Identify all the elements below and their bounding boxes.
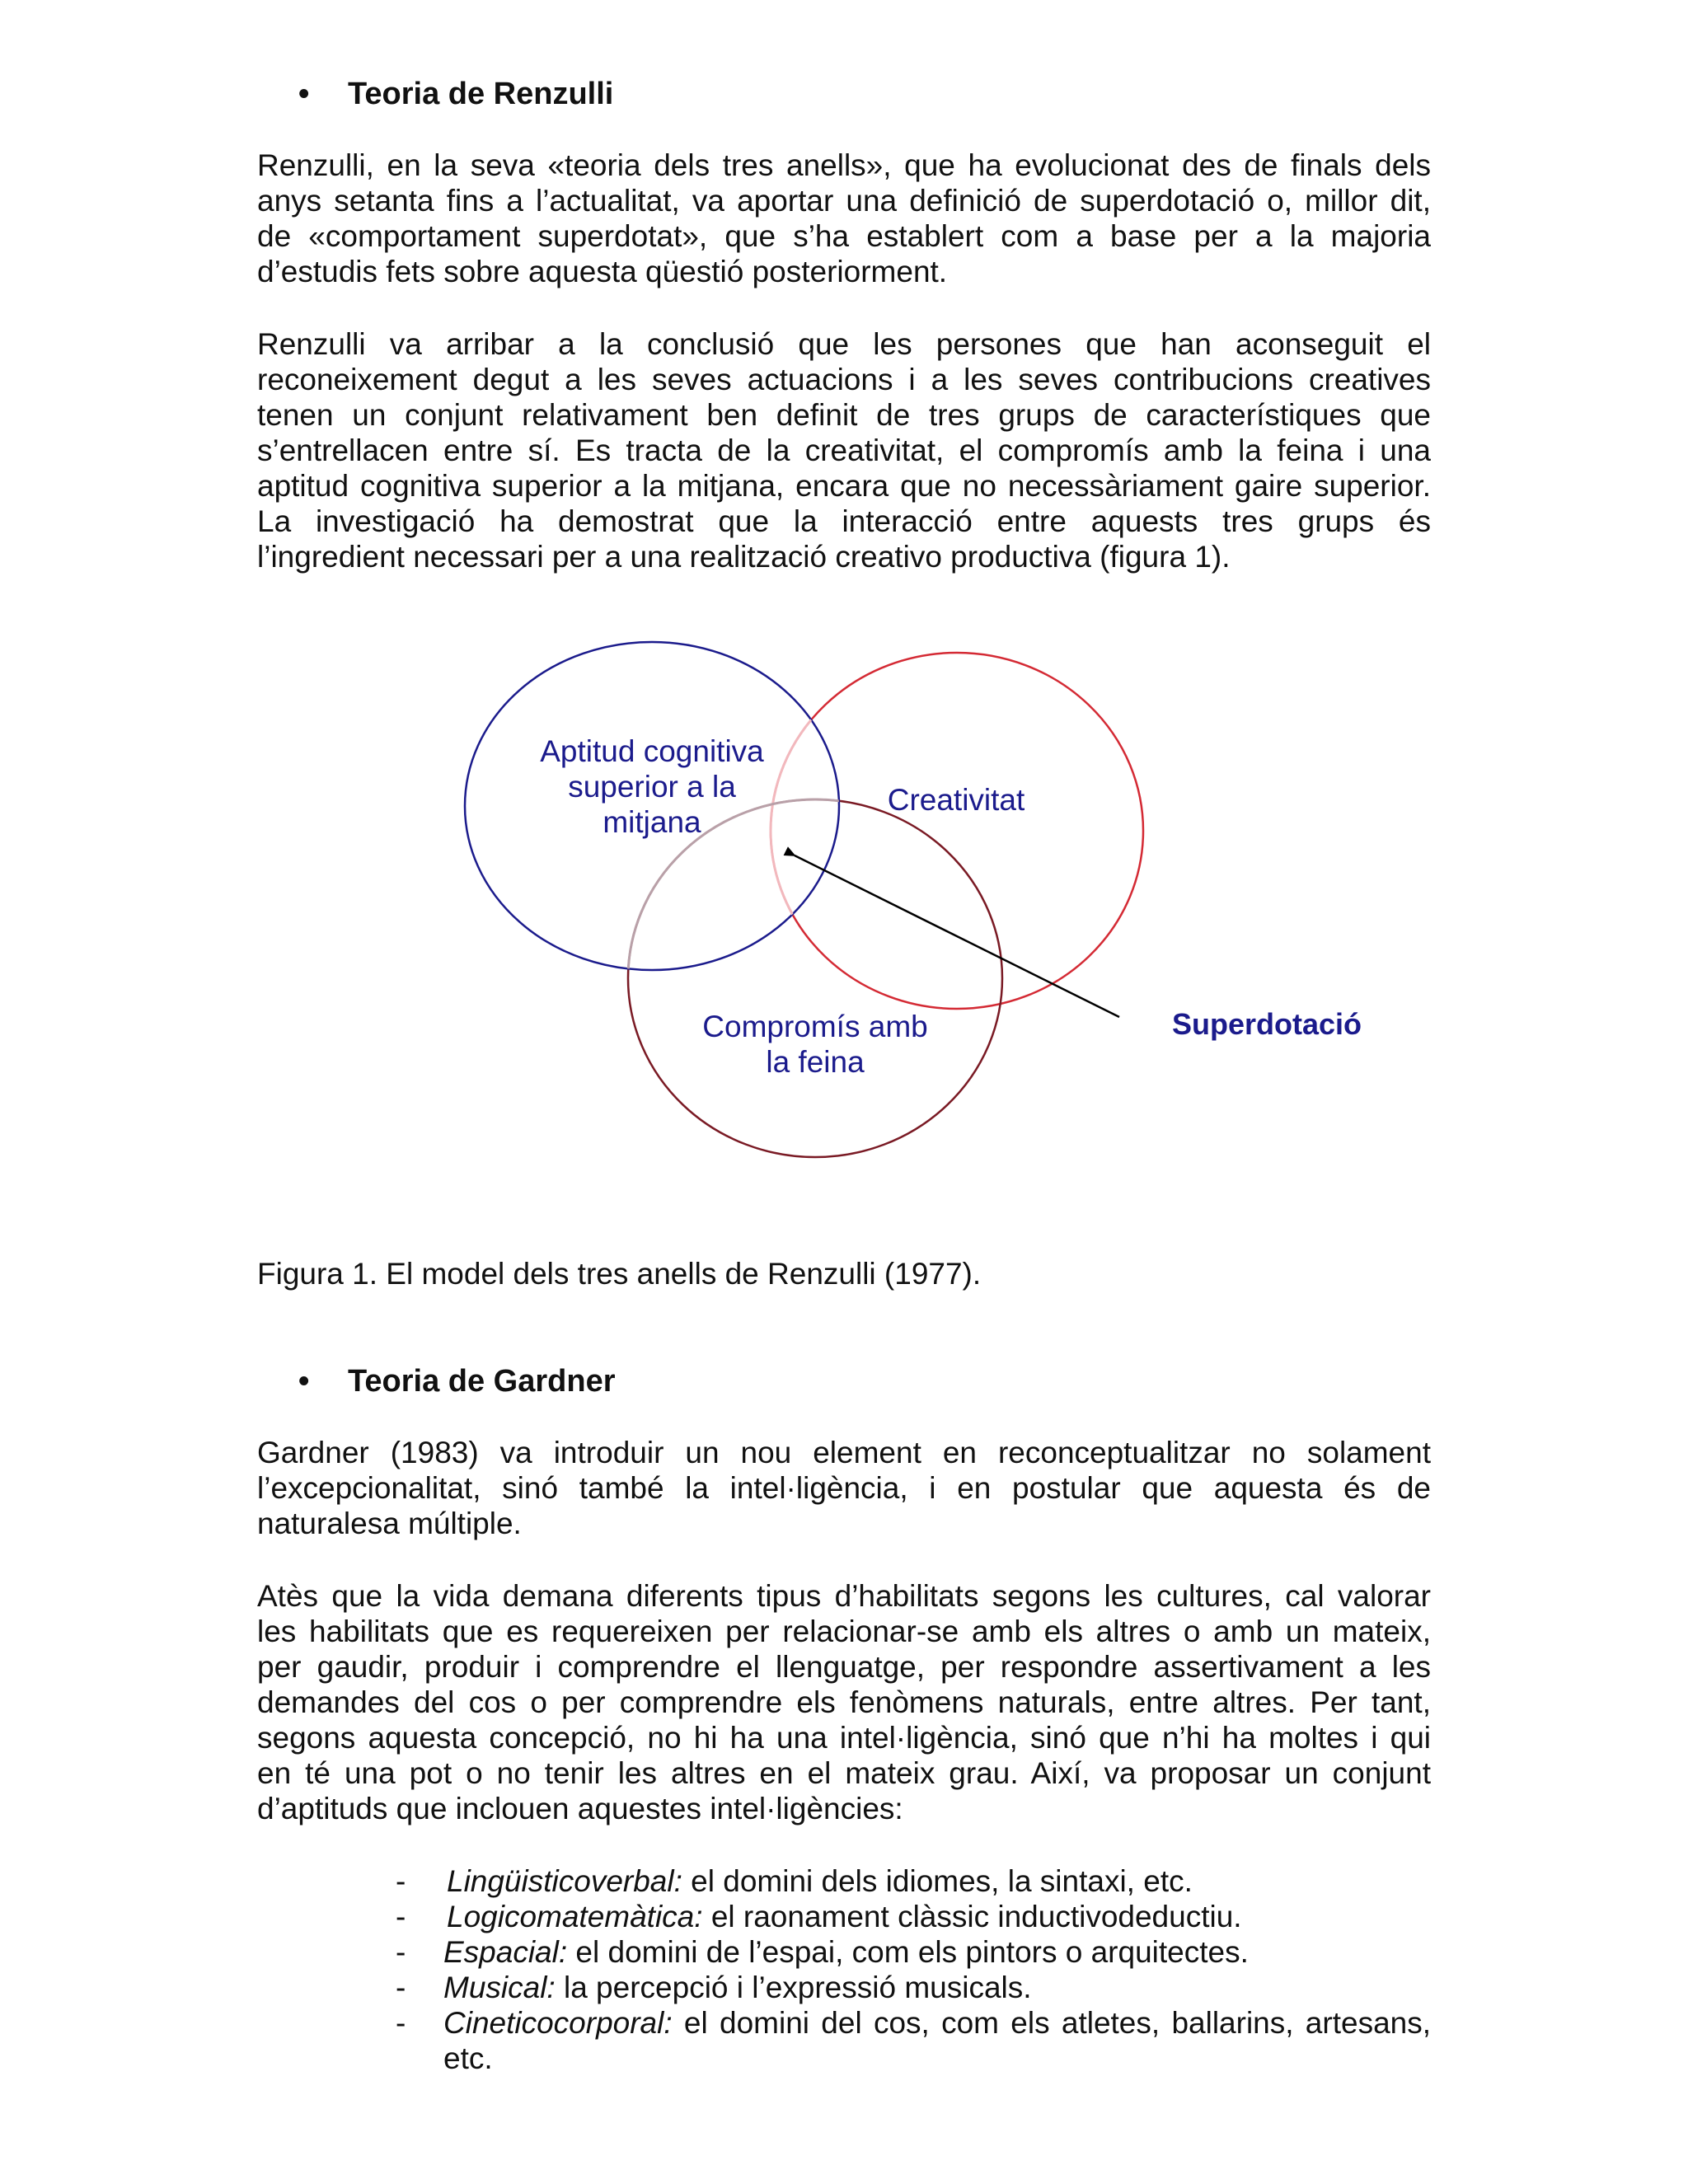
renzulli-paragraph-2 (257, 326, 1431, 574)
paragraph-line: per gaudir, produir i comprendre el llenguatge, per respondre assertivament a les (257, 1650, 1431, 1684)
label-line: la feina (766, 1045, 865, 1079)
list-item (396, 1863, 1431, 1899)
paragraph-line: segons aquesta concepció, no hi ha una intel·ligència, sinó que n’hi ha moltes i qui (257, 1721, 1431, 1755)
paragraph-line: reconeixement degut a les seves actuacions i a les seves contribucions creatives (257, 363, 1431, 396)
paragraph-line: Atès que la vida demana diferents tipus d’habilitats segons les cultures, cal valorar (257, 1579, 1431, 1613)
paragraph-line: tenen un conjunt relativament ben definit de tres grups de característiques que (257, 398, 1431, 432)
label-line: Compromís amb (702, 1010, 928, 1043)
figure-caption: Figura 1. El model dels tres anells de Renzulli (1977). (257, 1257, 982, 1291)
paragraph-line: La investigació ha demostrat que la interacció entre aquests tres grups és (257, 504, 1431, 538)
label-line: superior a la (568, 770, 736, 804)
list-item-term: Cineticocorporal: (443, 2006, 673, 2040)
list-item-desc: el domini dels idiomes, la sintaxi, etc. (682, 1864, 1193, 1898)
paragraph-line: les habilitats que es requereixen per relacionar-se amb els altres o amb un mateix, (257, 1615, 1431, 1648)
list-item-term: Lingüisticoverbal: (447, 1864, 682, 1898)
dash-bullet: - (396, 2006, 406, 2040)
dash-bullet: - (396, 1971, 406, 2004)
list-item (396, 1970, 1431, 2005)
dash-bullet: - (396, 1935, 406, 1969)
list-item-desc: el raonament clàssic inductivodeductiu. (702, 1900, 1242, 1933)
paragraph-line: demandes del cos o per comprendre els fenòmens naturals, entre altres. Per tant, (257, 1685, 1431, 1719)
paragraph-line: aptitud cognitiva superior a la mitjana, encara que no necessàriament gaire superior. (257, 469, 1431, 503)
renzulli-paragraph-1 (257, 148, 1431, 289)
paragraph-line: l’ingredient necessari per a una realització creativo productiva (figura 1). (257, 540, 1231, 574)
compromis-label (686, 1009, 945, 1080)
paragraph-line: naturalesa múltiple. (257, 1507, 522, 1540)
paragraph-line: Gardner (1983) va introduir un nou element en reconceptualitzar no solament (257, 1436, 1431, 1469)
paragraph-line: en té una pot o no tenir les altres en el mateix grau. Així, va proposar un conjunt (257, 1756, 1431, 1790)
paragraph-line: Renzulli va arribar a la conclusió que les persones que han aconseguit el (257, 327, 1431, 361)
aptitud-overlap-fade (628, 653, 1143, 1157)
dash-bullet: - (396, 1864, 406, 1898)
heading-text: Teoria de Renzulli (348, 77, 614, 111)
list-item-term: Logicomatemàtica: (447, 1900, 703, 1933)
list-item-desc: el domini de l’espai, com els pintors o arquitectes. (567, 1935, 1249, 1969)
paragraph-line: d’aptituds que inclouen aquestes intel·ligències: (257, 1792, 903, 1825)
intelligences-list (396, 1863, 1431, 2076)
gardner-paragraph-2 (257, 1578, 1431, 1826)
aptitud-ring (465, 642, 839, 970)
list-item-desc: la percepció i l’expressió musicals. (555, 1971, 1032, 2004)
paragraph-line: Renzulli, en la seva «teoria dels tres anells», que ha evolucionat des de finals dels (257, 148, 1431, 182)
paragraph-line: de «comportament superdotat», que s’ha establert com a base per a la majoria (257, 219, 1431, 253)
gardner-paragraph-1 (257, 1435, 1431, 1541)
paragraph-line: d’estudis fets sobre aquesta qüestió posteriorment. (257, 255, 948, 288)
list-item-term: Musical: (443, 1971, 556, 2004)
list-item-term: Espacial: (443, 1935, 568, 1969)
superdotacio-label: Superdotació (1172, 1007, 1362, 1041)
list-item (396, 1899, 1431, 1934)
list-item-desc: el domini del cos, com els atletes, ballarins, artesans, etc. (443, 2006, 1431, 2075)
creativitat-label: Creativitat (887, 783, 1025, 817)
dash-bullet: - (396, 1900, 406, 1933)
heading-text: Teoria de Gardner (348, 1364, 616, 1399)
list-item (396, 2005, 1431, 2076)
aptitud-label (516, 733, 788, 840)
compromis-ring (628, 799, 1002, 1157)
paragraph-line: l’excepcionalitat, sinó també la intel·ligència, i en postular que aquesta és de (257, 1471, 1431, 1505)
label-line: Aptitud cognitiva (540, 734, 764, 768)
arrow-line (795, 855, 1119, 1017)
list-item (396, 1934, 1431, 1970)
label-line: mitjana (603, 805, 701, 839)
bullet-icon: • (298, 77, 310, 111)
creativitat-ring (771, 653, 1143, 1009)
paragraph-line: s’entrellacen entre sí. Es tracta de la creativitat, el compromís amb la feina i una (257, 434, 1431, 467)
paragraph-line: anys setanta fins a l’actualitat, va aportar una definició de superdotació o, millor dit, (257, 184, 1431, 218)
bullet-icon: • (298, 1364, 310, 1399)
